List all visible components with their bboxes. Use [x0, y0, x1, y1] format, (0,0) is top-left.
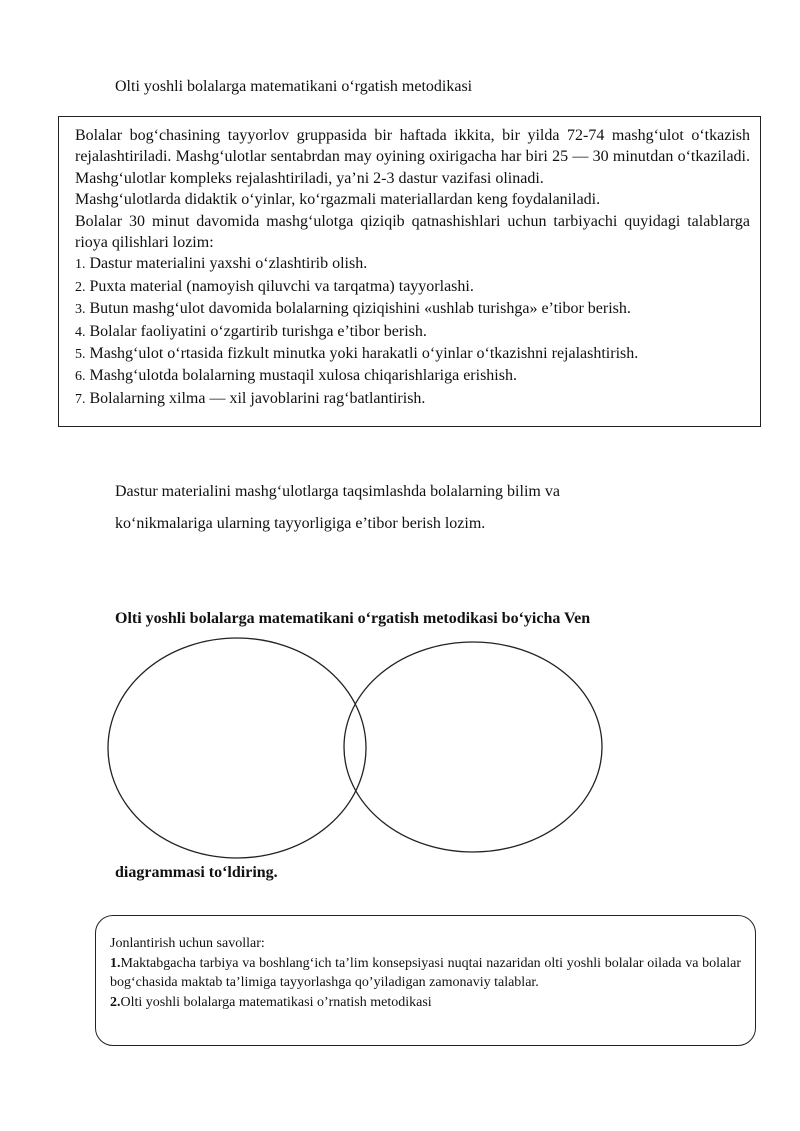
question-item: [110, 993, 741, 1013]
venn-right-circle[interactable]: [344, 642, 602, 852]
note-line-2: ko‘nikmalariga ularning tayyorligiga e’tibor berish lozim.: [115, 515, 486, 532]
list-item: [75, 276, 750, 298]
question-number: 2.: [110, 994, 121, 1010]
list-item-text: Butun mashg‘ulot davomida bolalarning qiziqishini «ushlab turishga» e’tibor berish.: [89, 300, 631, 318]
venn-caption: diagrammasi to‘ldiring.: [115, 864, 278, 881]
question-text: Olti yoshli bolalarga matematikasi o’rnatish metodikasi: [120, 994, 432, 1010]
list-item-text: Bolalar faoliyatini o‘zgartirib turishga e’tibor berish.: [89, 322, 427, 340]
question-number: 1.: [110, 955, 121, 971]
list-item: [75, 365, 750, 387]
info-box: [58, 116, 761, 427]
venn-title: Olti yoshli bolalarga matematikani o‘rgatish metodikasi bo‘yicha Ven: [115, 610, 591, 627]
page-title: Olti yoshli bolalarga matematikani o‘rgatish metodikasi: [115, 78, 473, 95]
venn-diagram: [100, 636, 620, 866]
list-item-text: Bolalarning xilma — xil javoblarini rag‘batlantirish.: [89, 389, 426, 407]
list-item-text: Dastur materialini yaxshi o‘zlashtirib olish.: [89, 255, 368, 273]
list-item-text: Mashg‘ulot o‘rtasida fizkult minutka yoki harakatli o‘yinlar o‘tkazishni rejalashtirish.: [89, 345, 639, 363]
list-item-number: 4.: [75, 324, 86, 340]
note-line-1: Dastur materialini mashg‘ulotlarga taqsimlashda bolalarning bilim va: [115, 483, 560, 500]
list-item-text: Mashg‘ulotda bolalarning mustaqil xulosa chiqarishlariga erishish.: [89, 367, 517, 385]
list-item: [75, 388, 750, 410]
list-item-number: 1.: [75, 257, 86, 273]
venn-left-circle[interactable]: [108, 638, 366, 858]
list-item: [75, 343, 750, 365]
list-item: [75, 298, 750, 320]
info-paragraph-1: Bolalar bog‘chasining tayyorlov gruppasida bir haftada ikkita, bir yilda 72-74 mashg‘ulot o‘tkazish rejalashtiriladi. Mashg‘ulotlar sentabrdan may oyining oxirigacha har biri 25 — 30 minutdan o‘tkaziladi. Mashg‘ulotlar kompleks rejalashtiriladi, ya’ni 2-3 dastur vazifasi olinadi.: [75, 127, 750, 187]
list-item-number: 7.: [75, 391, 86, 407]
question-text: Maktabgacha tarbiya va boshlang‘ich ta’lim konsepsiyasi nuqtai nazaridan olti yoshli bolalar oilada va bolalar bog‘chasida maktab ta’limiga tayyorlashga qo’yiladigan zamonaviy talablar.: [110, 955, 741, 990]
requirements-list: [75, 253, 750, 410]
info-paragraph-3: Bolalar 30 minut davomida mashg‘ulotga qiziqib qatnashishlari uchun tarbiyachi quyidagi talablarga rioya qilishlari lozim:: [75, 212, 750, 252]
question-item: [110, 954, 741, 993]
list-item: [75, 253, 750, 275]
list-item: [75, 321, 750, 343]
list-item-number: 2.: [75, 279, 86, 295]
list-item-text: Puxta material (namoyish qiluvchi va tarqatma) tayyorlashi.: [89, 277, 474, 295]
questions-box: [95, 915, 756, 1046]
info-paragraph-2: Mashg‘ulotlarda didaktik o‘yinlar, ko‘rgazmali materiallardan keng foydalaniladi.: [75, 191, 601, 209]
list-item-number: 6.: [75, 369, 86, 385]
list-item-number: 3.: [75, 302, 86, 318]
list-item-number: 5.: [75, 347, 86, 363]
questions-heading: Jonlantirish uchun savollar:: [110, 936, 265, 951]
